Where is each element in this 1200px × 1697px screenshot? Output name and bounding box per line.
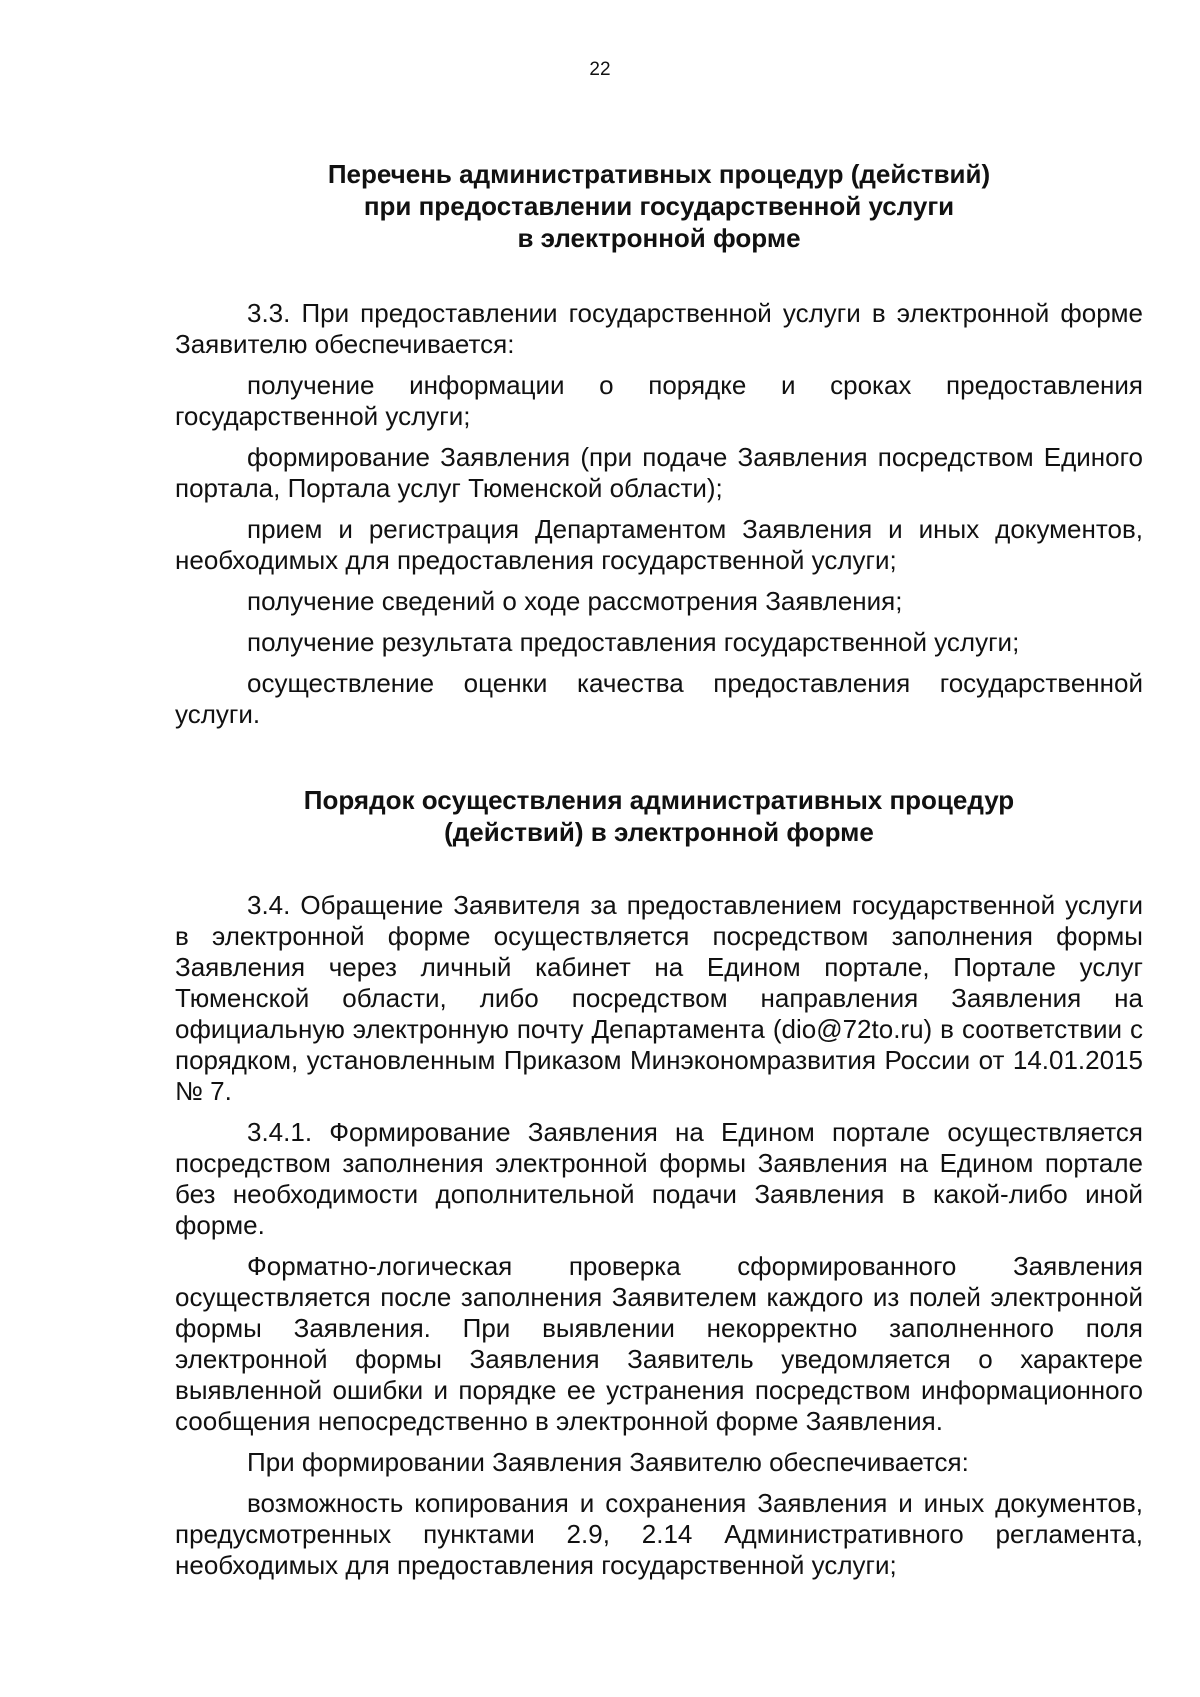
list-item-form-application: формирование Заявления (при подаче Заявления посредством Единого портала, Портала услуг Тюменской области); (175, 442, 1143, 503)
heading-line: Перечень административных процедур (действий) (327, 159, 991, 189)
list-item-result: получение результата предоставления государственной услуги; (247, 627, 1020, 657)
paragraph-3-4-1: 3.4.1. Формирование Заявления на Едином портале осуществляется посредством заполнения электронной формы Заявления на Едином портале без необходимости дополнительной подачи Заявления в какой-либо иной форме. (175, 1117, 1143, 1240)
section-heading-procedures-order (175, 784, 1143, 848)
list-item-status: получение сведений о ходе рассмотрения Заявления; (247, 586, 903, 616)
heading-line: (действий) в электронной форме (444, 817, 874, 847)
list-item-registration: прием и регистрация Департаментом Заявления и иных документов, необходимых для предоставления государственной услуги; (175, 514, 1143, 575)
heading-line: Порядок осуществления административных процедур (303, 785, 1015, 815)
paragraph-format-check: Форматно-логическая проверка сформированного Заявления осуществляется после заполнения Заявителем каждого из полей электронной формы Заявления. При выявлении некорректно заполненного поля электронной формы Заявления Заявитель уведомляется о характере выявленной ошибки и порядке ее устранения посредством информационного сообщения непосредственно в электронной форме Заявления. (175, 1251, 1143, 1436)
heading-line: в электронной форме (517, 223, 801, 253)
list-item-quality-assessment: осуществление оценки качества предоставления государственной услуги. (175, 668, 1143, 729)
list-item-copy-save: возможность копирования и сохранения Заявления и иных документов, предусмотренных пунктами 2.9, 2.14 Административного регламента, необходимых для предоставления государственной услуги; (175, 1488, 1143, 1580)
page-number: 22 (589, 59, 611, 80)
heading-line: при предоставлении государственной услуги (363, 191, 955, 221)
section-heading-procedures-list (175, 158, 1143, 254)
paragraph-3-4: 3.4. Обращение Заявителя за предоставлением государственной услуги в электронной форме осуществляется посредством заполнения формы Заявления через личный кабинет на Едином портале, Портале услуг Тюменской области, либо посредством направления Заявления на официальную электронную почту Департамента (dio@72to.ru) в соответствии с порядком, установленным Приказом Минэкономразвития России от 14.01.2015 № 7. (175, 890, 1143, 1106)
paragraph-provided-when-forming: При формировании Заявления Заявителю обеспечивается: (247, 1447, 969, 1477)
paragraph-3-3: 3.3. При предоставлении государственной услуги в электронной форме Заявителю обеспечивается: (175, 298, 1143, 359)
page-content (175, 158, 1143, 1591)
list-item-info: получение информации о порядке и сроках предоставления государственной услуги; (175, 370, 1143, 431)
